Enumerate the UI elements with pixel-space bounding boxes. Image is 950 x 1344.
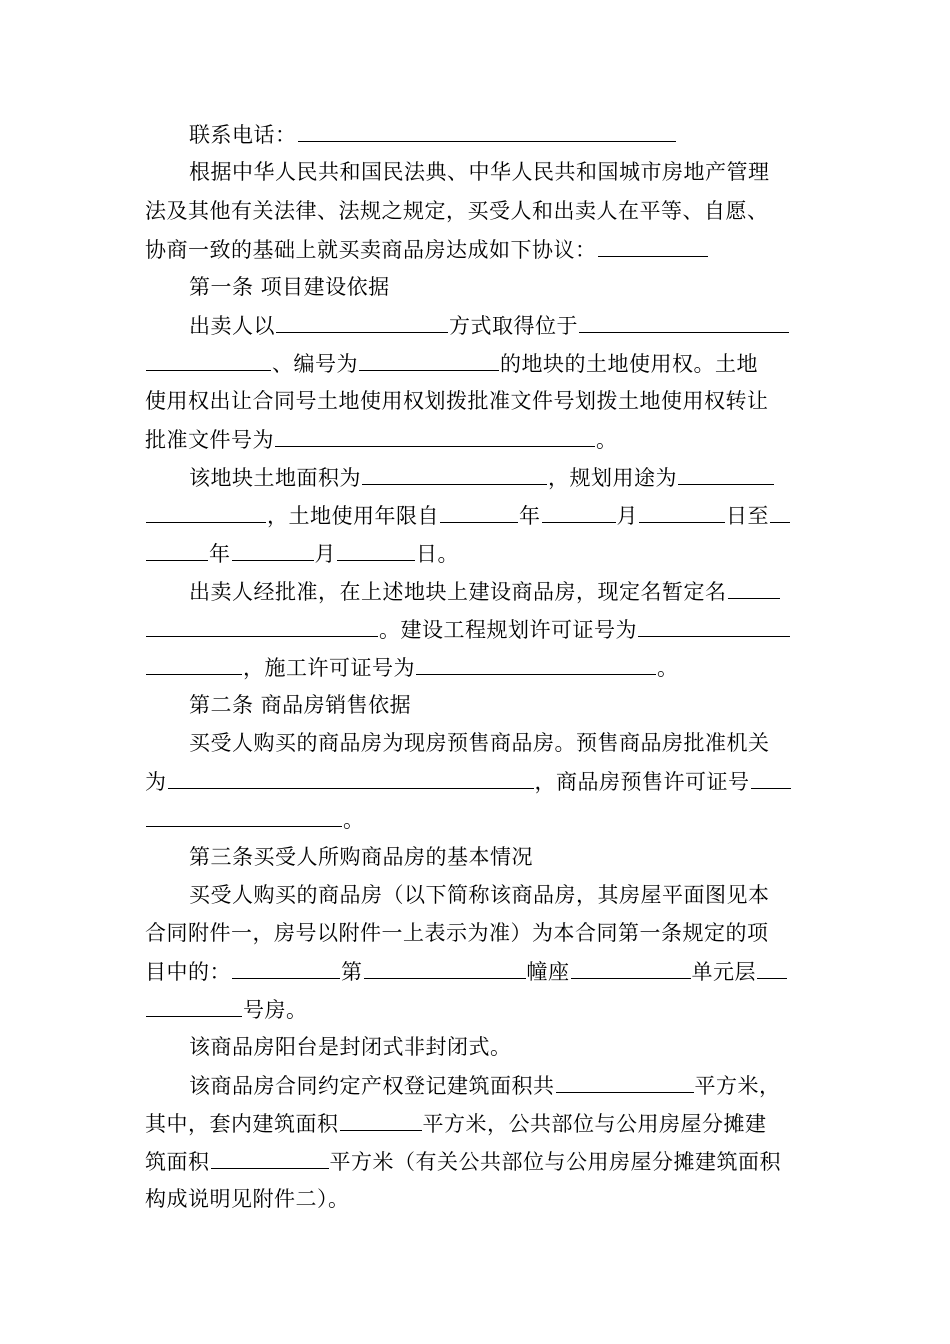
acquisition-method-blank [276,313,448,333]
preamble-line-2: 法及其他有关法律、法规之规定，买受人和出卖人在平等、自愿、 [145,199,769,223]
planning-permit-blank-cont [146,655,242,675]
building-blank [364,959,526,979]
article-3-line-2: 合同附件一，房号以附件一上表示为准）为本合同第一条规定的项 [145,921,769,945]
text: 、编号为 [272,352,358,376]
parcel-number-blank [359,351,499,371]
planned-use-blank [678,465,774,485]
text: 目中的： [145,960,231,984]
preamble-line-1: 根据中华人民共和国民法典、中华人民共和国城市房地产管理 [189,160,770,184]
text: 单元层 [691,960,756,984]
land-area-line [189,465,775,490]
text: 出卖人经批准，在上述地块上建设商品房，现定名暂定名 [189,580,727,604]
text: 号房。 [243,998,308,1022]
land-term-line-2 [145,541,459,566]
text: 筑面积 [145,1150,210,1174]
text: 月 [314,542,336,566]
text: 该地块土地面积为 [189,466,361,490]
text: 平方米（有关公共部位与公用房屋分摊建筑面积 [329,1150,781,1174]
planned-use-blank-cont [146,503,266,523]
text: 。建设工程规划许可证号为 [379,618,637,642]
article-1-heading: 第一条 项目建设依据 [189,275,390,299]
unit-blank [571,959,691,979]
article-3-heading: 第三条买受人所购商品房的基本情况 [189,845,533,869]
text: 平方米， [694,1074,781,1098]
text: 批准文件号为 [145,428,274,452]
article-2-line-2 [145,769,792,794]
inner-area-blank [340,1111,422,1131]
text: 为 [145,770,167,794]
contact-phone-label: 联系电话： [189,123,297,147]
contact-phone-blank [298,122,676,142]
end-year-blank-cont [146,541,208,561]
room-number-blank [146,997,242,1017]
text: 出卖人以 [189,314,275,338]
area-line-1 [189,1073,781,1098]
text: 年 [519,504,541,528]
article-2-line-1: 买受人购买的商品房为现房预售商品房。预售商品房批准机关 [189,731,770,755]
start-year-blank [440,503,518,523]
article-3-line-4 [145,997,308,1022]
floor-blank [757,959,787,979]
project-name-line [189,579,781,604]
text: 月 [616,504,638,528]
preamble-text: 协商一致的基础上就买卖商品房达成如下协议： [145,238,597,262]
project-name-blank [728,579,780,599]
text: ，规划用途为 [548,466,677,490]
area-line-3 [145,1149,781,1174]
end-month-blank [232,541,314,561]
text: 日至 [726,504,769,528]
text: 其中，套内建筑面积 [145,1112,339,1136]
text: ，施工许可证号为 [243,656,415,680]
article-2-line-3 [145,807,365,832]
text: ，商品房预售许可证号 [534,770,750,794]
planning-permit-blank [638,617,790,637]
text: 。 [343,808,365,832]
article-2-heading: 第二条 商品房销售依据 [189,693,412,717]
text: 年 [209,542,231,566]
contact-phone-line [189,122,677,147]
balcony-line: 该商品房阳台是封闭式非封闭式。 [189,1035,512,1059]
text: 第 [341,960,363,984]
area-line-4: 构成说明见附件二）。 [145,1187,350,1211]
article-1-line-4 [145,427,618,452]
presale-permit-blank-cont [146,807,342,827]
text: 平方米，公共部位与公用房屋分摊建 [422,1112,767,1136]
text: 该商品房合同约定产权登记建筑面积共 [189,1074,555,1098]
area-line-2 [145,1111,767,1136]
article-1-line-3: 使用权出让合同号土地使用权划拨批准文件号划拨土地使用权转让 [145,389,769,413]
construction-permit-blank [416,655,656,675]
text: 日。 [416,542,459,566]
shared-area-blank [211,1149,329,1169]
approval-authority-blank [168,769,534,789]
start-month-blank [542,503,616,523]
total-area-blank [556,1073,694,1093]
text: ，土地使用年限自 [267,504,439,528]
approval-doc-blank [275,427,595,447]
project-blank [232,959,340,979]
article-1-line-2 [145,351,758,376]
text: 。 [596,428,618,452]
text: 方式取得位于 [449,314,578,338]
article-3-line-3 [145,959,788,984]
location-blank [579,313,789,333]
text: 的地块的土地使用权。土地 [500,352,758,376]
end-year-blank [770,503,790,523]
land-area-blank [362,465,547,485]
location-blank-cont [146,351,271,371]
text: 幢座 [526,960,570,984]
construction-permit-line [145,655,679,680]
presale-permit-blank [751,769,791,789]
land-term-line-1 [145,503,791,528]
article-3-line-1: 买受人购买的商品房（以下简称该商品房，其房屋平面图见本 [189,883,770,907]
preamble-blank [598,237,708,257]
planning-permit-line [145,617,791,642]
project-name-blank-cont [146,617,378,637]
end-day-blank [337,541,415,561]
preamble-line-3 [145,237,709,262]
article-1-line-1 [189,313,790,338]
start-day-blank [639,503,725,523]
text: 。 [657,656,679,680]
